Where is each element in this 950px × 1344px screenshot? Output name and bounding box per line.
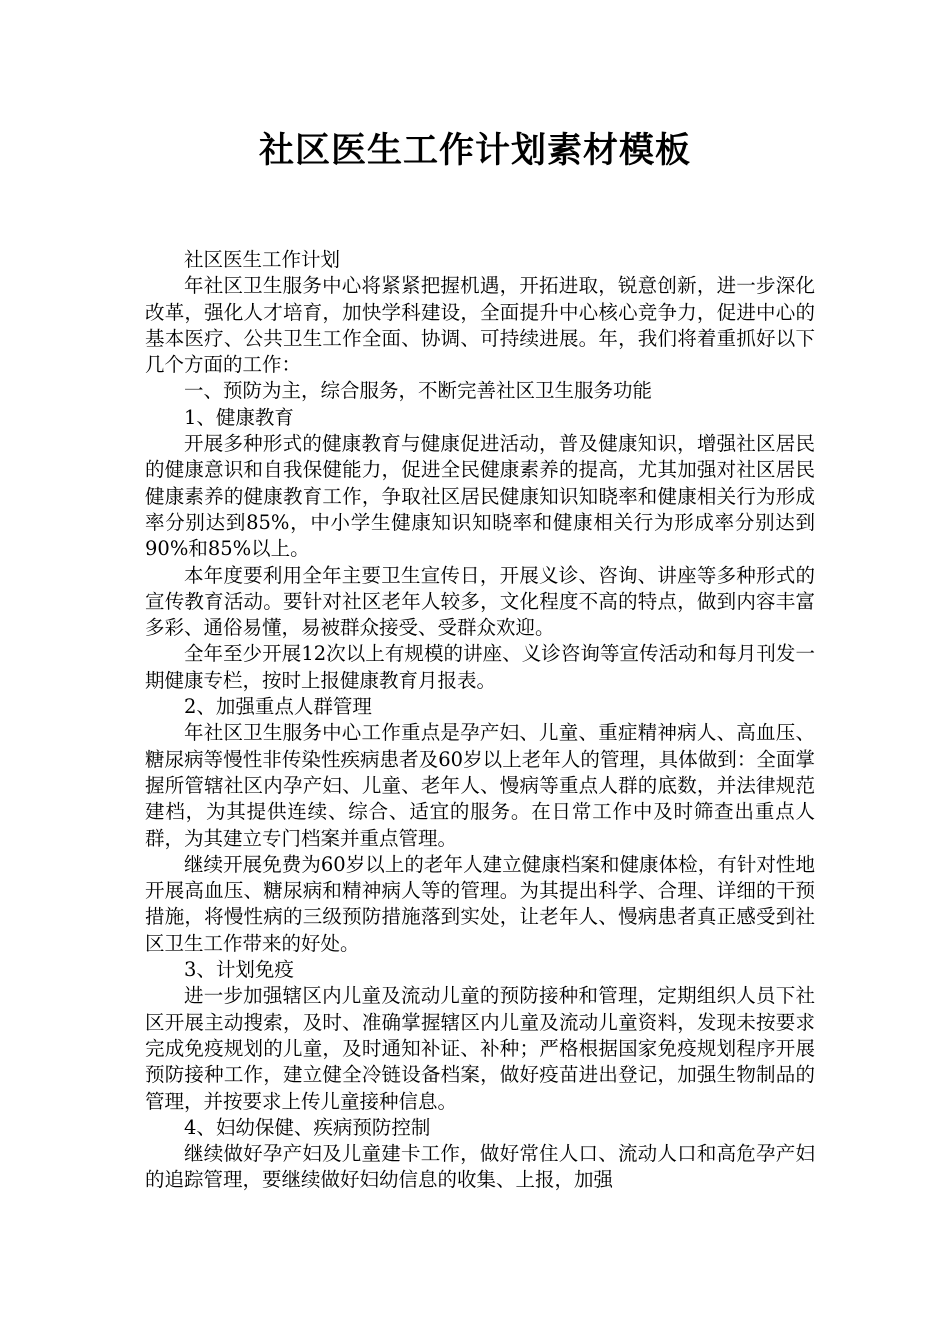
paragraph: 进一步加强辖区内儿童及流动儿童的预防接种和管理，定期组织人员下社区开展主动搜索，及时、准确掌握辖区内儿童及流动儿童资料，发现未按要求完成免疫规划的儿童，及时通知补证、补种；严格根据国家免疫规划程序开展预防接种工作，建立健全冷链设备档案，做好疫苗进出登记，加强生物制品的管理，并按要求上传儿童接种信息。 bbox=[145, 984, 815, 1113]
paragraph: 继续开展免费为60岁以上的老年人建立健康档案和健康体检，有针对性地开展高血压、糖尿病和精神病人等的管理。为其提出科学、合理、详细的干预措施，将慢性病的三级预防措施落到实处，让老年人、慢病患者真正感受到社区卫生工作带来的好处。 bbox=[145, 852, 815, 955]
document-title: 社区医生工作计划素材模板 bbox=[258, 131, 691, 171]
subsection-heading: 4、妇幼保健、疾病预防控制 bbox=[184, 1115, 431, 1139]
section-heading: 社区医生工作计划 bbox=[184, 248, 341, 271]
subsection-heading: 2、加强重点人群管理 bbox=[184, 695, 372, 719]
paragraph: 全年至少开展12次以上有规模的讲座、义诊咨询等宣传活动和每月刊发一期健康专栏，按时上报健康教育月报表。 bbox=[145, 642, 815, 692]
paragraph: 年社区卫生服务中心工作重点是孕产妇、儿童、重症精神病人、高血压、糖尿病等慢性非传染性疾病患者及60岁以上老年人的管理，具体做到：全面掌握所管辖社区内孕产妇、儿童、老年人、慢病等重点人群的底数，并法律规范建档，为其提供连续、综合、适宜的服务。在日常工作中及时筛查出重点人群，为其建立专门档案并重点管理。 bbox=[145, 721, 815, 850]
paragraph: 继续做好孕产妇及儿童建卡工作，做好常住人口、流动人口和高危孕产妇的追踪管理，要继续做好妇幼信息的收集、上报，加强 bbox=[145, 1142, 815, 1192]
section-heading: 一、预防为主，综合服务，不断完善社区卫生服务功能 bbox=[184, 379, 653, 403]
paragraph: 年社区卫生服务中心将紧紧把握机遇，开拓进取，锐意创新，进一步深化改革，强化人才培育，加快学科建设，全面提升中心核心竞争力，促进中心的基本医疗、公共卫生工作全面、协调、可持续进展。年，我们将着重抓好以下几个方面的工作： bbox=[145, 274, 815, 377]
subsection-heading: 1、健康教育 bbox=[184, 405, 294, 429]
paragraph: 开展多种形式的健康教育与健康促进活动，普及健康知识，增强社区居民的健康意识和自我保健能力，促进全民健康素养的提高，尤其加强对社区居民健康素养的健康教育工作，争取社区居民健康知识知晓率和健康相关行为形成率分别达到85%，中小学生健康知识知晓率和健康相关行为形成率分别达到90%和85%以上。 bbox=[145, 432, 815, 561]
subsection-heading: 3、计划免疫 bbox=[184, 958, 294, 982]
document-body bbox=[145, 247, 815, 1194]
paragraph: 本年度要利用全年主要卫生宣传日，开展义诊、咨询、讲座等多种形式的宣传教育活动。要针对社区老年人较多，文化程度不高的特点，做到内容丰富多彩、通俗易懂，易被群众接受、受群众欢迎。 bbox=[145, 563, 815, 640]
